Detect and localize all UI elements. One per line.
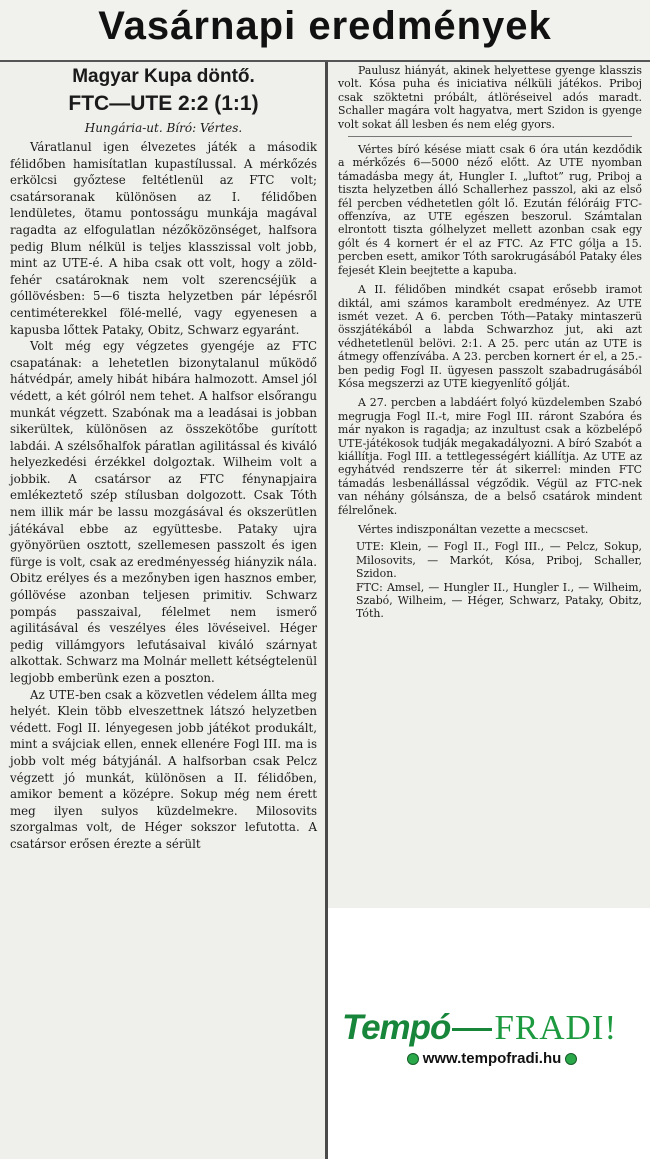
- match-score: FTC—UTE 2:2 (1:1): [68, 92, 259, 115]
- ute-lineup: UTE: Klein, — Fogl II., Fogl III., — Pelcz, Sokup, Milosovits, — Markót, Kósa, Priboj, Schaller, Szidon.: [356, 540, 642, 581]
- tempofradi-logo: [342, 1008, 642, 1067]
- logo-tempo-text: Tempó: [342, 1008, 451, 1047]
- paragraph-right-5: Vértes indiszponáltan vezette a mecscset.: [358, 523, 589, 536]
- football-icon: [407, 1053, 419, 1065]
- football-icon: [565, 1053, 577, 1065]
- left-column: [0, 62, 325, 1159]
- paragraph-left-1: Váratlanul igen élvezetes játék a második félidőben hamisítatlan kupastílussal. A mérkőzés erkölcsi győztese feltétlenül az FTC volt; csatársoranak különösen az I. félidőben lendületes, ötamu pontosságu munkája magával ragadta az elfogulatlan nézőközönséget, halfsora pedig Blum nélkül is teljes klasszissal volt jobb, mint az UTE-é. A hiba csak ott volt, hogy a zöld-fehér csatároknak nem volt szerencséjük a góllövésben: 5—6 tiszta helyzetben pár lépésről centiméterekkel fölé-mellé, vagy egyenesen a kapusba lőttek Pataky, Obitz, Schwarz egyaránt.: [10, 140, 317, 337]
- paragraph-left-3: Az UTE-ben csak a közvetlen védelem állta meg helyét. Klein több elveszettnek látszó helyzetben védett. Fogl II. lényegesen jobb játékot produkált, mint a svájciak ellen, ennek ellenére Fogl III. ma is jobb volt még bátyjánál. A halfsorban csak Pelcz végzett jó munkát, különösen a II. félidőben, amikor bement a középre. Sokup még nem érett meg ilyen sulyos küzdelmekre. Milosovits szorgalmas volt, de Héger sokszor lefutotta. A csatársor erősen érezte a sérült: [10, 687, 318, 851]
- logo-fradi-text: FRADI!: [494, 1008, 618, 1047]
- paragraph-left-2: Volt még egy végzetes gyengéje az FTC csapatának: a lehetetlen bizonytalanul működő hátvédpár, amely hibát hibára halmozott. Amsel jól védett, a két gólról nem tehet. A halfsor elsőrangu munkát végzett. Szabónak ma a leadásai is jobban sikerültek, különösen az összekötőbe gurított labdái. A szélsőhalfok páratlan agilitással és kiváló helyezkedési érzékkel dolgoztak. Wilheim volt a jobbik. A csatársor az FTC fénynapjaira emlékeztető szép stílusban dolgozott. Csak Tóth nem illik már be lassu mozgásával és okszerütlen játékával ebbe az együttesbe. Pataky ujra gyönyörüen osztott, szellemesen passzolt és igen fürge is volt, csak az eredményesség hiányzik nála. Obitz erélyes és a mezőnyben igen hasznos ember, góllövése azonban teljesen primitiv. Schwarz pompás passzaival, félelmet nem ismerő agilitásával és veszélyes éles lövéseivel. Héger pedig villámgyors lefutásaival kiváló szárnyat alkottak. Schwarz ma Molnár mellett kétségtelenül legjobb emberünk ezen a poszton.: [10, 339, 318, 685]
- page-headline: Vasárnapi eredmények: [98, 4, 552, 48]
- venue-referee: Hungária-ut. Bíró: Vértes.: [84, 121, 243, 135]
- paragraph-right-3: A II. félidőben mindkét csapat erősebb iramot diktál, ami számos karambolt eredményez. Az UTE ismét vezet. A 6. percben Tóth—Pataky mintaszerü összjátékából a labda Schwarzhoz jut, aki azt védhetetlenül belövi. 2:1. A 25. perc után az UTE is átmegy offenzívába. A 23. percben kornert ér el, a 25.-ben pedig Fogl II. ügyesen passzolt szabadrugásából Kósa megszerzi az UTE kiegyenlítő gólját.: [338, 283, 642, 390]
- logo-wordmark: [342, 1008, 642, 1048]
- right-column: [328, 62, 650, 908]
- logo-url: www.tempofradi.hu: [422, 1050, 562, 1067]
- section-separator: [348, 136, 632, 137]
- paragraph-right-4: A 27. percben a labdáért folyó küzdelemben Szabó megrugja Fogl II.-t, mire Fogl III. ráront Szabóra és már nyakon is ragadja; az inzultust csak a közbelépő UTE-játékosok tudják megakadályozni. A bíró Szabót a kiállítja. Fogl III. a tettlegességért kiállítja. Az UTE az egyhátvéd rendszerre tér át sikerrel: minden FTC támadás lesbenállással végződik. Végül az FTC-nek van néhány gólsánsza, de a belső csatárok mindent félrelőnek.: [338, 396, 642, 517]
- paragraph-right-2: Vértes bíró késése miatt csak 6 óra után kezdődik a mérkőzés 6—5000 néző előtt. Az UTE nyomban támadásba megy át, Hungler I. „luftot” rug, Priboj a tiszta helyzetben álló Schallerhez passzol, aki az első fél percben védhetetlen gólt lő. Ezután félóráig FTC-offenzíva, az UTE egészen beszorul. Számtalan elrontott tiszta gólhelyzet mellett azonban csak egy gólt és 4 kornert ér el az FTC. Az FTC gólja a 15. percben esett, amikor Tóth sarokrugásából Pataky éles fejesét Klein beejtette a kapuba.: [338, 143, 642, 277]
- paragraph-right-1: Paulusz hiányát, akinek helyettese gyenge klasszis volt. Kósa puha és iniciativa nélküli játékos. Priboj csak szöktetni próbált, átlöréseivel adós maradt. Schaller magára volt hagyatva, mert Szidon is gyenge volt sokat áll lesben és nem elég gyors.: [338, 64, 642, 131]
- ftc-lineup: FTC: Amsel, — Hungler II., Hungler I., — Wilheim, Szabó, Wilheim, — Héger, Schwarz, Pataky, Obitz, Tóth.: [356, 580, 642, 621]
- logo-line-icon: [452, 1028, 492, 1031]
- logo-url-row: [342, 1050, 642, 1067]
- article-subtitle: Magyar Kupa döntő.: [72, 66, 255, 87]
